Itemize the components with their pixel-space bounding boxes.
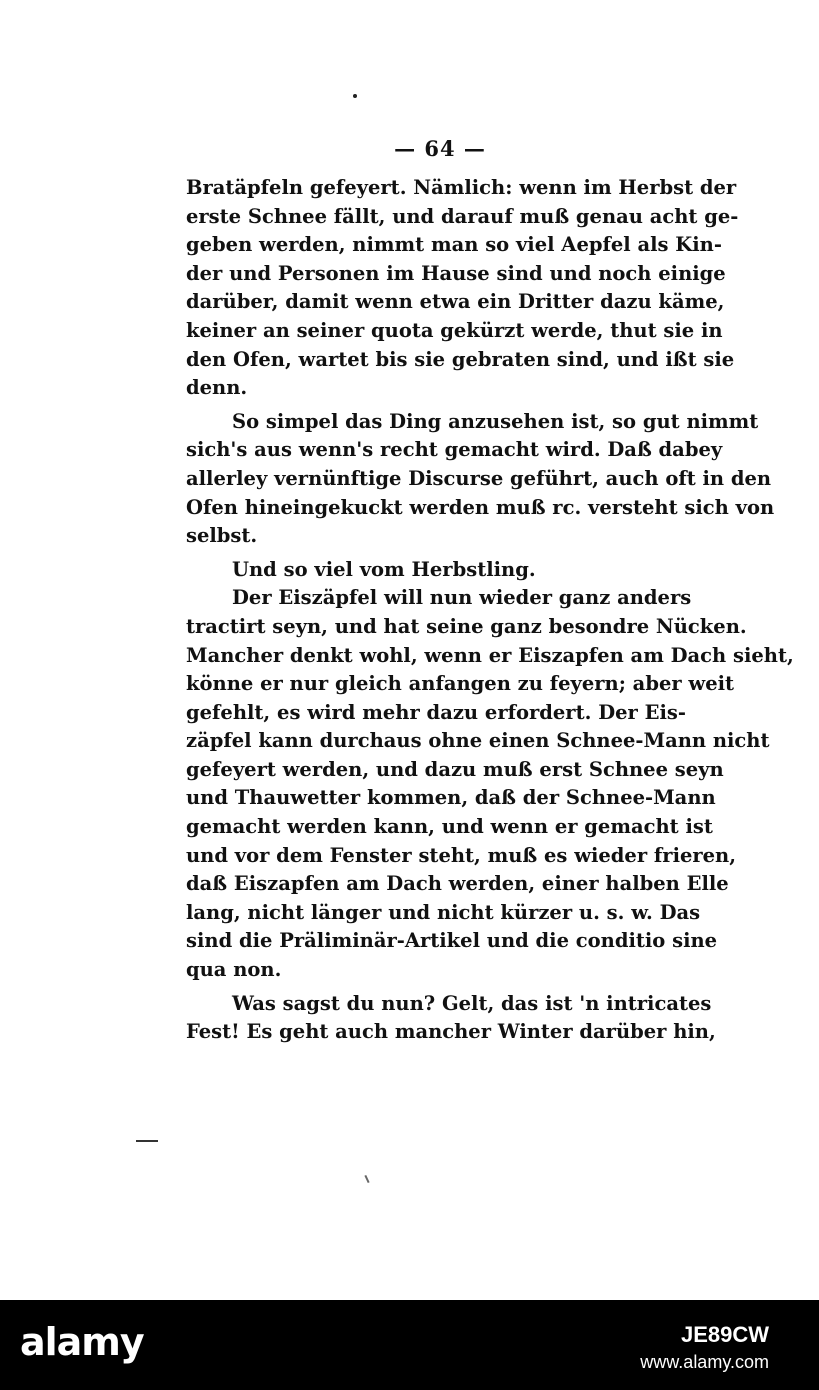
text-line: der und Personen im Hause sind und noch einige bbox=[186, 261, 726, 285]
site-url: www.alamy.com bbox=[640, 1352, 769, 1372]
watermark-footer bbox=[0, 1300, 819, 1390]
text-line: Mancher denkt wohl, wenn er Eiszapfen am Dach sieht, bbox=[186, 643, 794, 667]
text-line: lang, nicht länger und nicht kürzer u. s. w. Das bbox=[186, 900, 701, 924]
page-number: — 64 — bbox=[394, 136, 486, 161]
text-line: Fest! Es geht auch mancher Winter darüber hin, bbox=[186, 1020, 716, 1044]
text-line: qua non. bbox=[186, 958, 282, 982]
brand-logo: alamy bbox=[20, 1320, 144, 1364]
text-line: gemacht werden kann, und wenn er gemacht ist bbox=[186, 815, 713, 839]
text-line: den Ofen, wartet bis sie gebraten sind, und ißt sie bbox=[186, 347, 735, 371]
text-line: sind die Präliminär-Artikel und die conditio sine bbox=[186, 929, 718, 953]
image-id: JE89CW bbox=[680, 1322, 769, 1347]
text-line: geben werden, nimmt man so viel Aepfel als Kin- bbox=[186, 233, 722, 257]
margin-mark bbox=[364, 1175, 369, 1183]
text-line: daß Eiszapfen am Dach werden, einer halben Elle bbox=[186, 872, 729, 896]
paragraph-start: Der Eiszäpfel will nun wieder ganz anders bbox=[232, 586, 692, 610]
text-line: Ofen hineingekuckt werden muß rc. versteht sich von bbox=[186, 495, 775, 519]
text-line: zäpfel kann durchaus ohne einen Schnee-Mann nicht bbox=[186, 729, 770, 753]
text-line: gefeyert werden, und dazu muß erst Schnee seyn bbox=[186, 757, 724, 781]
page-body bbox=[186, 174, 794, 1047]
text-line: könne er nur gleich anfangen zu feyern; aber weit bbox=[186, 672, 735, 696]
paragraph-start: So simpel das Ding anzusehen ist, so gut nimmt bbox=[232, 409, 759, 433]
text-line: selbst. bbox=[186, 524, 258, 548]
text-line: und Thauwetter kommen, daß der Schnee-Mann bbox=[186, 786, 716, 810]
text-line: und vor dem Fenster steht, muß es wieder frieren, bbox=[186, 843, 737, 867]
text-line: keiner an seiner quota gekürzt werde, thut sie in bbox=[186, 318, 723, 342]
text-line: darüber, damit wenn etwa ein Dritter dazu käme, bbox=[186, 290, 725, 314]
text-line: tractirt seyn, und hat seine ganz besondre Nücken. bbox=[186, 614, 747, 638]
text-line: sich's aus wenn's recht gemacht wird. Daß dabey bbox=[186, 438, 723, 462]
text-line: allerley vernünftige Discurse geführt, auch oft in den bbox=[186, 466, 772, 490]
section-closing: Und so viel vom Herbstling. bbox=[232, 557, 536, 581]
ink-speck bbox=[353, 94, 357, 98]
text-line: denn. bbox=[186, 376, 248, 400]
text-line: gefehlt, es wird mehr dazu erfordert. Der Eis- bbox=[186, 700, 686, 724]
margin-dash bbox=[136, 1140, 158, 1142]
paragraph-start: Was sagst du nun? Gelt, das ist 'n intricates bbox=[232, 991, 712, 1015]
text-line: erste Schnee fällt, und darauf muß genau acht ge- bbox=[186, 204, 739, 228]
text-line: Bratäpfeln gefeyert. Nämlich: wenn im Herbst der bbox=[186, 176, 737, 199]
